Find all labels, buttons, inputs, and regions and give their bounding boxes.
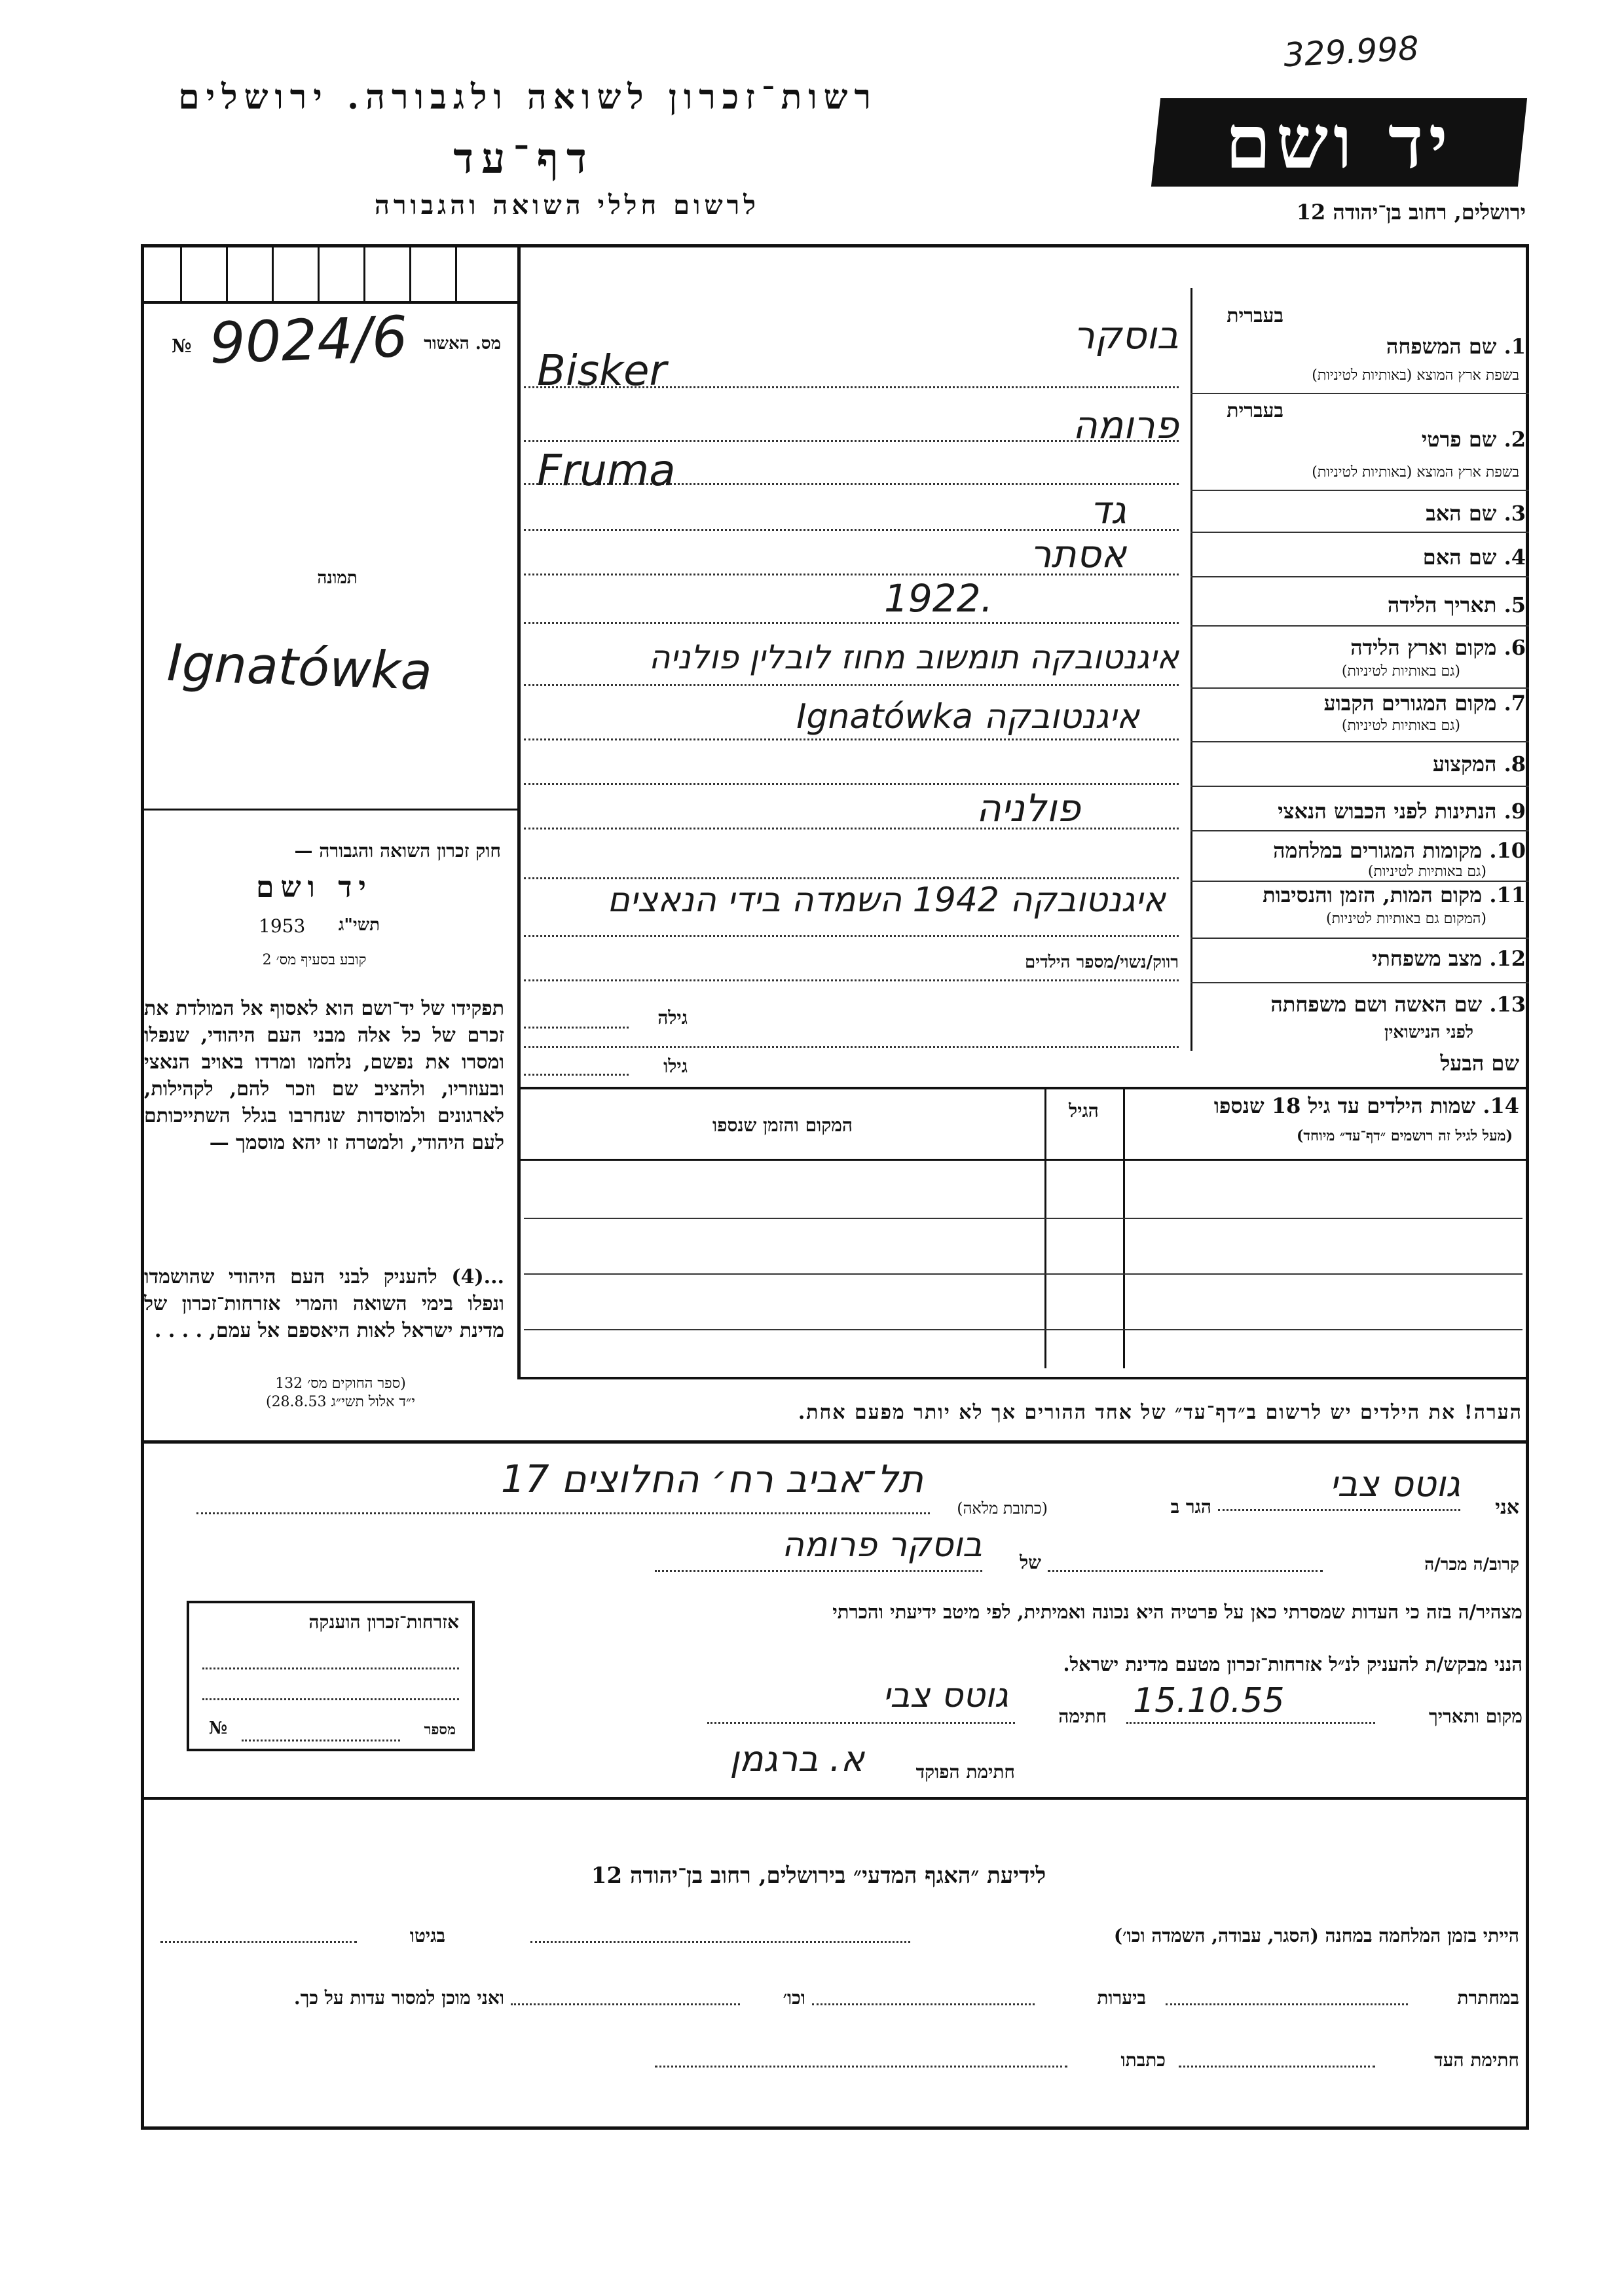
declaration-request: הנני מבקש/ת להעניק לנ״ל אזרחות־זכרון מטעם מדינת ישראל.	[1063, 1653, 1522, 1675]
citizenship-box-number-label: מספר	[424, 1721, 456, 1738]
field-4-label: 4. שם האם	[1422, 545, 1526, 570]
field-11-label: 11. מקום המות, הזמן והנסיבות	[1263, 883, 1526, 907]
field-9-label: 9. הנתינות לפני הכבוש הנאצי	[1278, 799, 1526, 824]
field-1-hebrew-tag: בעברית	[1227, 304, 1283, 327]
field-6-label: 6. מקום וארץ הלידה	[1350, 635, 1526, 660]
field-7-label: 7. מקום המגורים הקבוע	[1323, 691, 1526, 716]
field-10-sub: (גם באותיות לטיניות)	[1367, 864, 1486, 880]
field-2-sub: בשפת ארץ המוצא (באותיות לטיניות)	[1312, 464, 1519, 481]
law-year: 1953	[259, 915, 306, 937]
field-2-label: 2. שם פרטי	[1421, 427, 1526, 452]
children-col-place: המקום והזמן שנספו	[712, 1114, 853, 1136]
declarant-name: גוטס צבי	[1329, 1463, 1460, 1504]
field-7-sub: (גם באותיות לטיניות)	[1341, 718, 1460, 734]
declarant-signature: גוטס צבי	[882, 1676, 1008, 1715]
victim-name: בוסקר פרומה	[781, 1525, 982, 1565]
field-6-sub: (גם באותיות לטיניות)	[1341, 663, 1460, 680]
logo-text: יד ושם	[1225, 100, 1454, 185]
photo-handwriting: Ignatówka	[166, 633, 434, 702]
field-13-label: 13. שם האשה ושם משפחתה	[1270, 992, 1526, 1017]
field-6-value: איגנטובקה תומשוב מחוז לובלין פולניה	[648, 638, 1179, 676]
field-2-value-hebrew: פרומה	[1072, 403, 1179, 447]
law-text: תפקידו של יד־ושם הוא לאסוף אל המולדת את זכרם של כל אלה מבני העם היהודי, שנפלו ומסרו את נפשם, נלחמו ומרדו באויב הנאצי ובעוזריו, ולהציב שם וזכר להם, לקהילות, לארגונים ולמוסדות שנחרבו בגלל השתייכותם לעם היהודי, ולמטרה זו יהא מוסמך —	[144, 997, 504, 1154]
field-4-value: אסתר	[1029, 532, 1126, 576]
field-5-value: 1922.	[884, 576, 993, 621]
stamp-grid	[141, 244, 521, 303]
serial-no-symbol: №	[172, 335, 192, 357]
field-1-sub: בשפת ארץ המוצא (באותיות לטיניות)	[1312, 367, 1519, 384]
relation-label: קרוב/ה מכר/ה	[1424, 1555, 1519, 1575]
place-date-label: מקום ותאריך	[1428, 1705, 1522, 1727]
field-3-label: 3. שם האב	[1426, 501, 1526, 526]
footer-title: לידיעת ״האגף המדעי״ בירושלים, רחוב בן־יהודה 12	[591, 1863, 1046, 1889]
field-5-label: 5. תאריך הלידה	[1387, 592, 1526, 617]
field-7-value: איגנטובקה Ignatówka	[796, 697, 1139, 737]
children-note: הערה! את הילדים יש לרשום ב״דף־עד״ של אחד ההורים אך לא יותר מפעם אחת.	[798, 1401, 1522, 1424]
footer-line-1a: הייתי בזמן המלחמה במחנה (הסגר, עבודה, השמדה וכו׳)	[1113, 1925, 1519, 1946]
field-9-value: פולניה	[976, 786, 1080, 830]
law-clause: קובע בסעיף מס׳ 2	[262, 952, 367, 968]
citizenship-box-title: אזרחות־זכרון הוענקה	[308, 1611, 459, 1633]
field-10-label: 10. מקומות המגורים במלחמה	[1273, 838, 1526, 863]
footer-forests: ביערות	[1097, 1987, 1146, 2009]
declarant-address: תל־אביב רח׳ החלוצים 17	[500, 1457, 923, 1501]
age-male-label: גילו	[663, 1055, 688, 1077]
footer-address-label: כתבתו	[1120, 2049, 1166, 2071]
form-title: דף־עד	[453, 134, 595, 183]
law-title: חוק זכרון השואה והגבורה —	[294, 840, 501, 862]
children-subtitle: (מעל לגיל זה רושמים ״דף־עד״ מיוחד)	[1296, 1127, 1513, 1144]
place-date-value: 15.10.55	[1133, 1681, 1285, 1721]
field-2-value-latin: Fruma	[537, 445, 676, 496]
law-name: יד ושם	[256, 871, 373, 904]
law-text-clause-4: ...(4) להעניק לבני העם היהודי שהושמדו ונפלו בימי השואה והמרי אזרחות־זכרון של מדינת ישראל לאות היאספם אל עמם, . . . .	[144, 1266, 504, 1342]
law-reference-date: י״ד אלול תשי״ג 28.8.53)	[265, 1394, 416, 1410]
of-label: של	[1020, 1552, 1041, 1573]
field-1-value-hebrew: בוסקר	[1073, 313, 1179, 357]
officer-signature: א. ברגמן	[729, 1738, 864, 1779]
footer-etc: וכו׳	[783, 1987, 805, 2009]
header-address: ירושלים, רחוב בן־יהודה 12	[1296, 200, 1526, 225]
field-8-label: 8. המקצוע	[1432, 752, 1526, 776]
authority-name: רשות־זכרון לשואה ולגבורה. ירושלים	[178, 77, 877, 117]
declaration-text: מצהיר/ה בזה כי העדות שמסרתי כאן על פרטיה היא נכונה ואמיתית, לפי מיטב ידיעתי והכרתי	[832, 1601, 1522, 1623]
field-12-value: רווק/נשוי/מספר הילדים	[1025, 953, 1179, 972]
field-12-label: 12. מצב משפחתי	[1372, 946, 1526, 971]
field-3-value: גד	[1090, 488, 1126, 532]
children-col-age: הגיל	[1069, 1100, 1099, 1121]
photo-label: תמונה	[317, 568, 358, 588]
age-female-label: גילה	[657, 1007, 688, 1029]
archive-number: 329.998	[1282, 29, 1420, 75]
law-reference: (ספר החוקים מס׳ 132	[275, 1376, 406, 1392]
footer-witness-sig: חתימת העד	[1434, 2049, 1519, 2071]
children-title: 14. שמות הילדים עד גיל 18 שנספו	[1213, 1093, 1519, 1118]
footer-underground: במחתרת	[1457, 1987, 1519, 2009]
officer-signature-label: חתימת הפוקד	[915, 1761, 1015, 1783]
declaration-ani: אני	[1495, 1496, 1519, 1519]
serial-value: 9024/6	[208, 304, 409, 377]
footer-ghetto: בגיטו	[409, 1925, 445, 1946]
field-1-label: 1. שם המשפחה	[1386, 334, 1526, 359]
field-11-sub: (המקום גם באותיות לטיניות)	[1326, 911, 1486, 927]
field-2-hebrew-tag: בעברית	[1227, 399, 1283, 422]
field-1-value-latin: Bisker	[537, 347, 667, 395]
field-11-value: איגנטובקה 1942 השמדה בידי הנאצים	[607, 881, 1166, 920]
citizenship-box	[187, 1601, 475, 1751]
husband-name-label: שם הבעל	[1440, 1051, 1519, 1076]
resident-label: הגר ב	[1170, 1496, 1211, 1518]
field-13-sub: לפני הנישואין	[1384, 1023, 1473, 1042]
law-year-heb: תשי"ג	[338, 915, 380, 935]
yad-vashem-logo	[1151, 98, 1527, 187]
serial-label: מס. האשור	[424, 334, 501, 354]
full-address-label: (כתובת מלאה)	[957, 1499, 1048, 1518]
footer-ready-testify: ואני מוכן למסור עדות על כך.	[293, 1987, 504, 2009]
form-subtitle: לרשום חללי השואה והגבורה	[374, 190, 760, 221]
signature-label: חתימה	[1058, 1705, 1107, 1727]
citizenship-box-no: №	[209, 1719, 228, 1738]
